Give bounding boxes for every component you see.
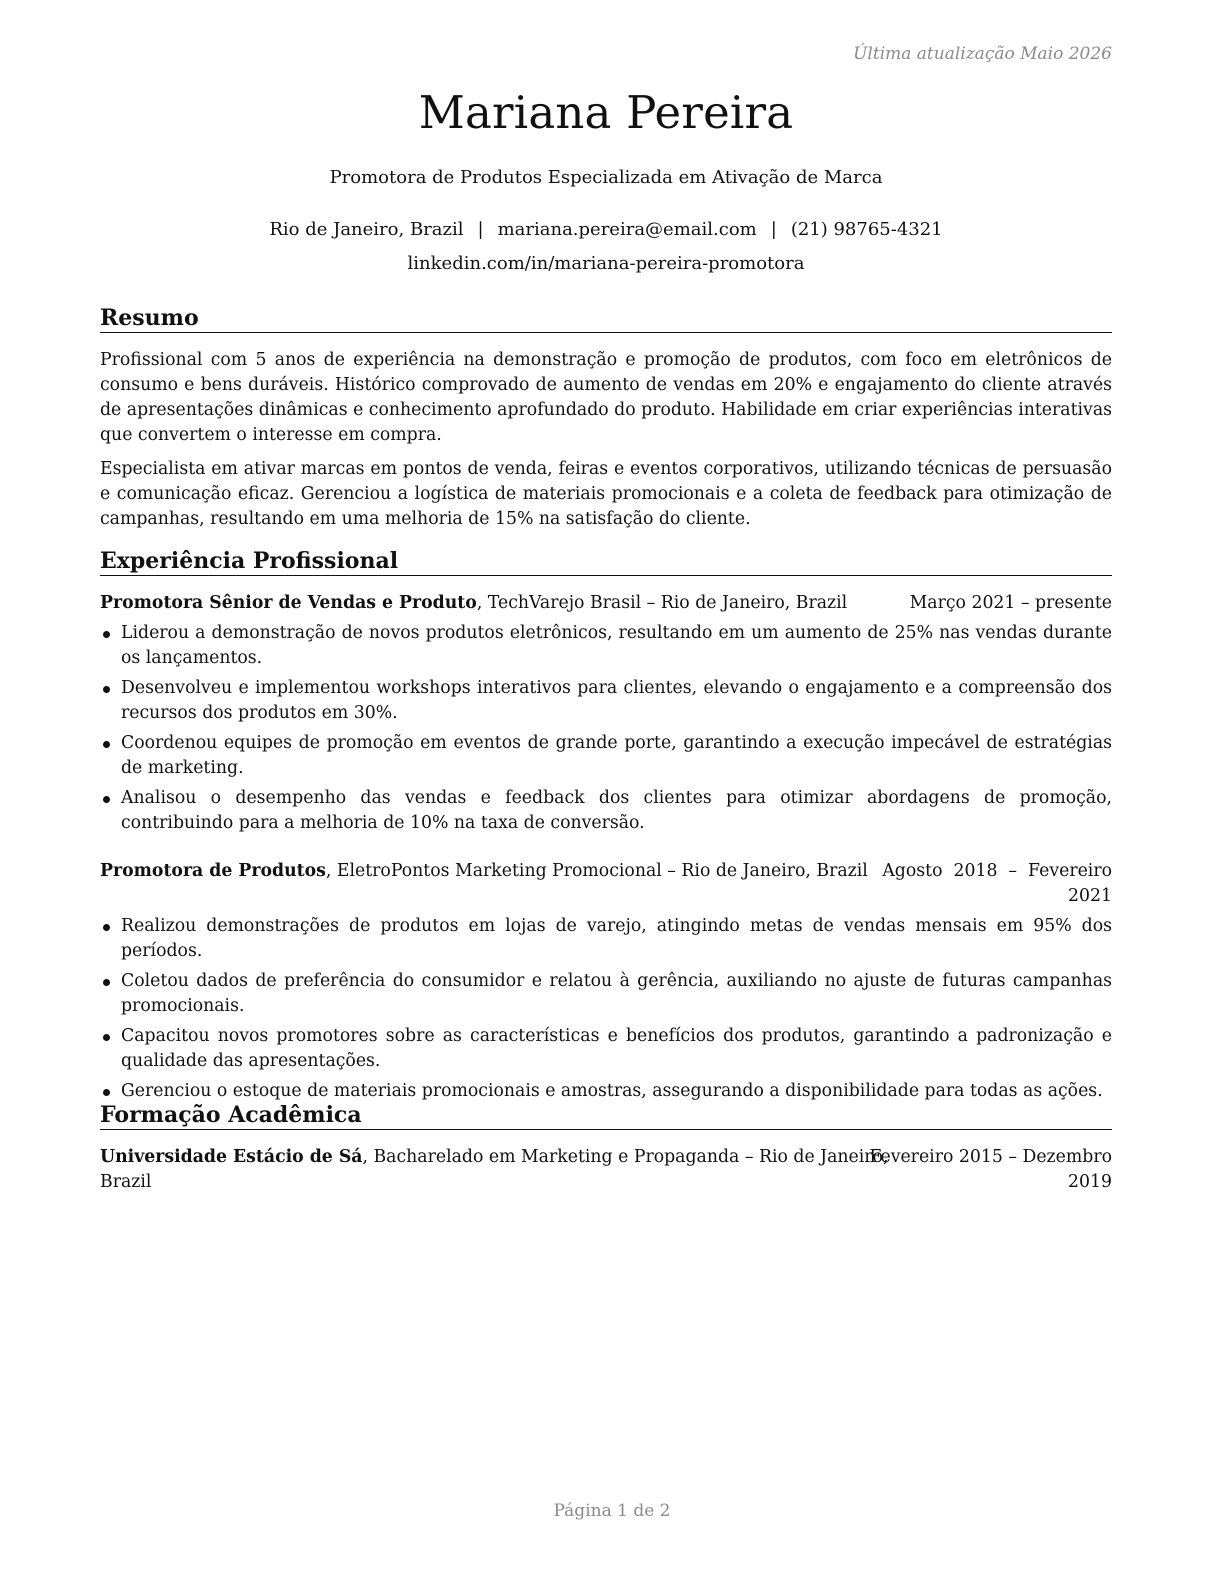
list-item: Gerenciou o estoque de materiais promocionais e amostras, assegurando a disponibilidade para todas as ações.	[100, 1079, 1112, 1104]
section-title-experience: Experiência Profissional	[100, 548, 1112, 576]
job-dates-line: Agosto 2018 – Fevereiro	[882, 861, 1112, 881]
list-item: Liderou a demonstração de novos produtos eletrônicos, resultando em um aumento de 25% nas vendas durante os lançamentos.	[100, 621, 1112, 671]
candidate-name: Mariana Pereira	[418, 86, 794, 139]
job-role: Promotora Sênior de Vendas e Produto	[100, 593, 477, 613]
separator: |	[770, 219, 777, 240]
school-name: Universidade Estácio de Sá	[100, 1147, 363, 1167]
list-item: Coletou dados de preferência do consumidor e relatou à gerência, auxiliando no ajuste de futuras campanhas promocionais.	[100, 969, 1112, 1019]
education-dates-line: Fevereiro 2015 – Dezembro	[869, 1147, 1112, 1167]
section-title-summary: Resumo	[100, 305, 1112, 333]
list-item: Analisou o desempenho das vendas e feedback dos clientes para otimizar abordagens de promoção, contribuindo para a melhoria de 10% na taxa de conversão.	[100, 786, 1112, 836]
bullet-icon	[103, 631, 110, 638]
separator: |	[477, 219, 484, 240]
last-updated: Última atualização Maio 2026	[853, 44, 1112, 64]
bullet-icon	[103, 979, 110, 986]
job-dates-line: 2021	[1068, 886, 1112, 906]
job-company: , TechVarejo Brasil – Rio de Janeiro, Brazil	[476, 593, 848, 613]
education-dates-line: 2019	[1068, 1172, 1112, 1192]
list-item: Coordenou equipes de promoção em eventos de grande porte, garantindo a execução impecável de estratégias de marketing.	[100, 731, 1112, 781]
job-bullets	[100, 621, 1112, 841]
location: Rio de Janeiro, Brazil	[269, 219, 464, 240]
bullet-icon	[103, 1089, 110, 1096]
bullet-icon	[103, 1034, 110, 1041]
job-dates	[882, 859, 1112, 909]
headline: Promotora de Produtos Especializada em Ativação de Marca	[329, 167, 883, 188]
list-item: Realizou demonstrações de produtos em lojas de varejo, atingindo metas de vendas mensais em 95% dos períodos.	[100, 914, 1112, 964]
section-title-education: Formação Acadêmica	[100, 1102, 1112, 1130]
job-header	[100, 859, 1112, 909]
contact-line	[100, 219, 1112, 240]
phone: (21) 98765-4321	[790, 219, 943, 240]
summary-paragraph: Especialista em ativar marcas em pontos de venda, feiras e eventos corporativos, utilizando técnicas de persuasão e comunicação eficaz. Gerenciou a logística de materiais promocionais e a coleta de feedback para otimização de campanhas, resultando em uma melhoria de 15% na satisfação do cliente.	[100, 459, 1112, 529]
linkedin-link[interactable]: linkedin.com/in/mariana-pereira-promotora	[407, 253, 805, 274]
bullet-icon	[103, 741, 110, 748]
job-role: Promotora de Produtos	[100, 861, 326, 881]
degree: , Bacharelado em Marketing e Propaganda – Rio de Janeiro,	[362, 1147, 889, 1167]
job-dates: Março 2021 – presente	[909, 593, 1112, 613]
list-item: Desenvolveu e implementou workshops interativos para clientes, elevando o engajamento e a compreensão dos recursos dos produtos em 30%.	[100, 676, 1112, 726]
bullet-icon	[103, 796, 110, 803]
education-dates	[869, 1145, 1112, 1195]
page-number: Página 1 de 2	[553, 1501, 671, 1521]
degree-location: Brazil	[100, 1172, 152, 1192]
email[interactable]: mariana.pereira@email.com	[497, 219, 757, 240]
summary-paragraph: Profissional com 5 anos de experiência na demonstração e promoção de produtos, com foco em eletrônicos de consumo e bens duráveis. Histórico comprovado de aumento de vendas em 20% e engajamento do cliente através de apresentações dinâmicas e conhecimento aprofundado do produto. Habilidade em criar experiências interativas que convertem o interesse em compra.	[100, 350, 1112, 445]
job-bullets	[100, 914, 1112, 1109]
job-header	[100, 591, 1112, 616]
list-item: Capacitou novos promotores sobre as características e benefícios dos produtos, garantindo a padronização e qualidade das apresentações.	[100, 1024, 1112, 1074]
job-company: , EletroPontos Marketing Promocional – Rio de Janeiro, Brazil	[325, 861, 868, 881]
bullet-icon	[103, 924, 110, 931]
education-entry	[100, 1145, 1112, 1195]
bullet-icon	[103, 686, 110, 693]
